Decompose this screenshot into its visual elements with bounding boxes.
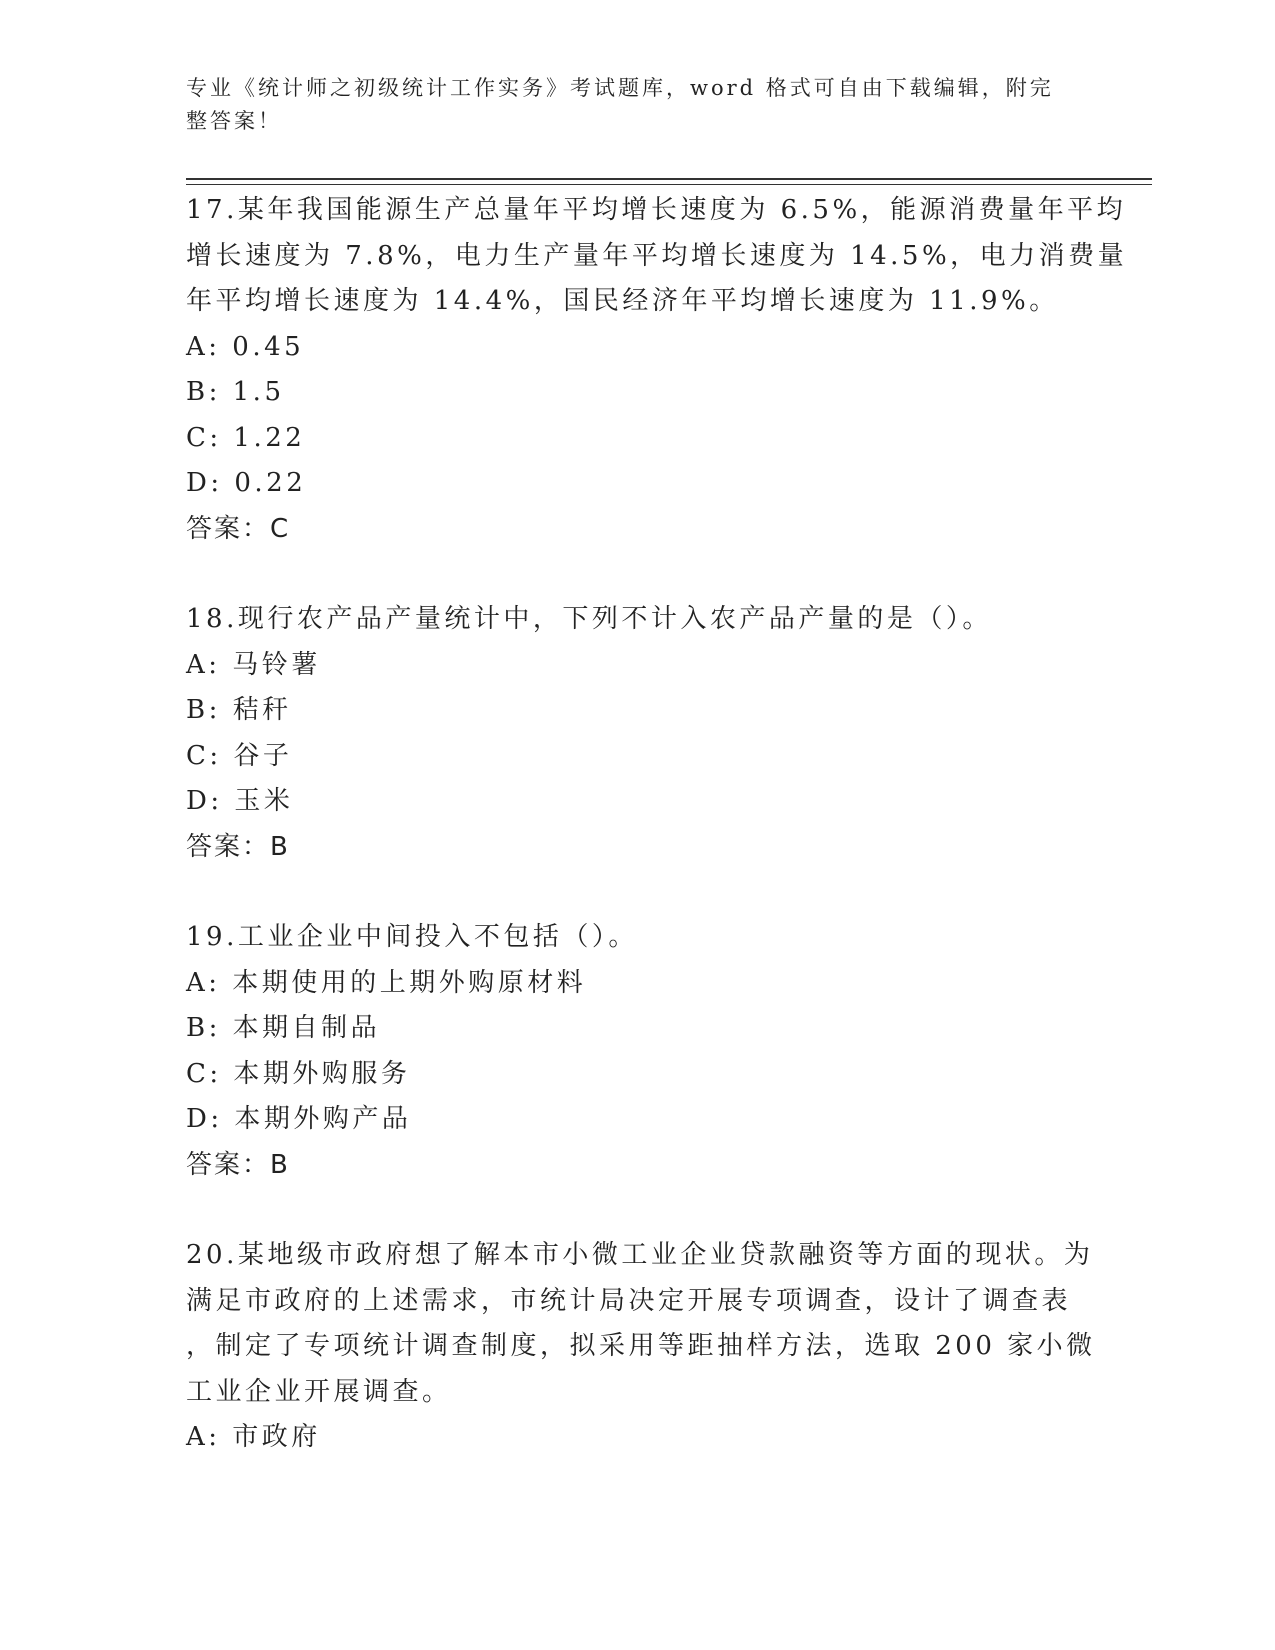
question-stem-line: 满足市政府的上述需求，市统计局决定开展专项调查，设计了调查表 [186, 1285, 1072, 1316]
answer-label: 答案：B [186, 831, 290, 862]
option-a: A: 0.45 [186, 331, 305, 362]
header-divider-thin [186, 184, 1152, 185]
option-b: B: 秸秆 [186, 695, 292, 725]
option-a: A: 马铃薯 [186, 649, 321, 680]
header-line-2: 整答案！ [186, 109, 282, 133]
option-a: A: 市政府 [186, 1422, 321, 1452]
option-c: C: 1.22 [186, 422, 306, 453]
question-stem-line: 增长速度为 7.8%，电力生产量年平均增长速度为 14.5%，电力消费量 [186, 240, 1128, 271]
question-stem-line: 年平均增长速度为 14.4%，国民经济年平均增长速度为 11.9%。 [186, 286, 1059, 316]
question-20 [186, 1233, 1096, 1461]
answer-label: 答案：C [186, 513, 291, 544]
question-stem-line: 19.工业企业中间投入不包括（）。 [186, 922, 638, 952]
question-stem-line: 18.现行农产品产量统计中，下列不计入农产品产量的是（）。 [186, 604, 992, 634]
option-c: C: 谷子 [186, 740, 293, 771]
question-stem-line: ，制定了专项统计调查制度，拟采用等距抽样方法，选取 200 家小微 [186, 1331, 1096, 1361]
question-list [186, 188, 1128, 1461]
question-17 [186, 188, 1128, 552]
option-d: D: 玉米 [186, 786, 294, 816]
option-b: B: 本期自制品 [186, 1013, 381, 1043]
document-header [186, 72, 1066, 138]
option-d: D: 0.22 [186, 468, 307, 498]
question-stem-line: 17.某年我国能源生产总量年平均增长速度为 6.5%，能源消费量年平均 [186, 195, 1127, 225]
question-19 [186, 915, 1086, 1188]
option-b: B: 1.5 [186, 377, 285, 407]
header-divider-thick [186, 178, 1152, 180]
option-d: D: 本期外购产品 [186, 1104, 412, 1134]
question-stem-line: 工业企业开展调查。 [186, 1376, 452, 1407]
answer-label: 答案：B [186, 1149, 290, 1180]
option-c: C: 本期外购服务 [186, 1058, 411, 1089]
option-a: A: 本期使用的上期外购原材料 [186, 967, 587, 998]
question-18 [186, 597, 1086, 870]
header-line-1: 专业《统计师之初级统计工作实务》考试题库，word 格式可自由下载编辑，附完 [186, 76, 1054, 100]
question-stem-line: 20.某地级市政府想了解本市小微工业企业贷款融资等方面的现状。为 [186, 1240, 1094, 1270]
